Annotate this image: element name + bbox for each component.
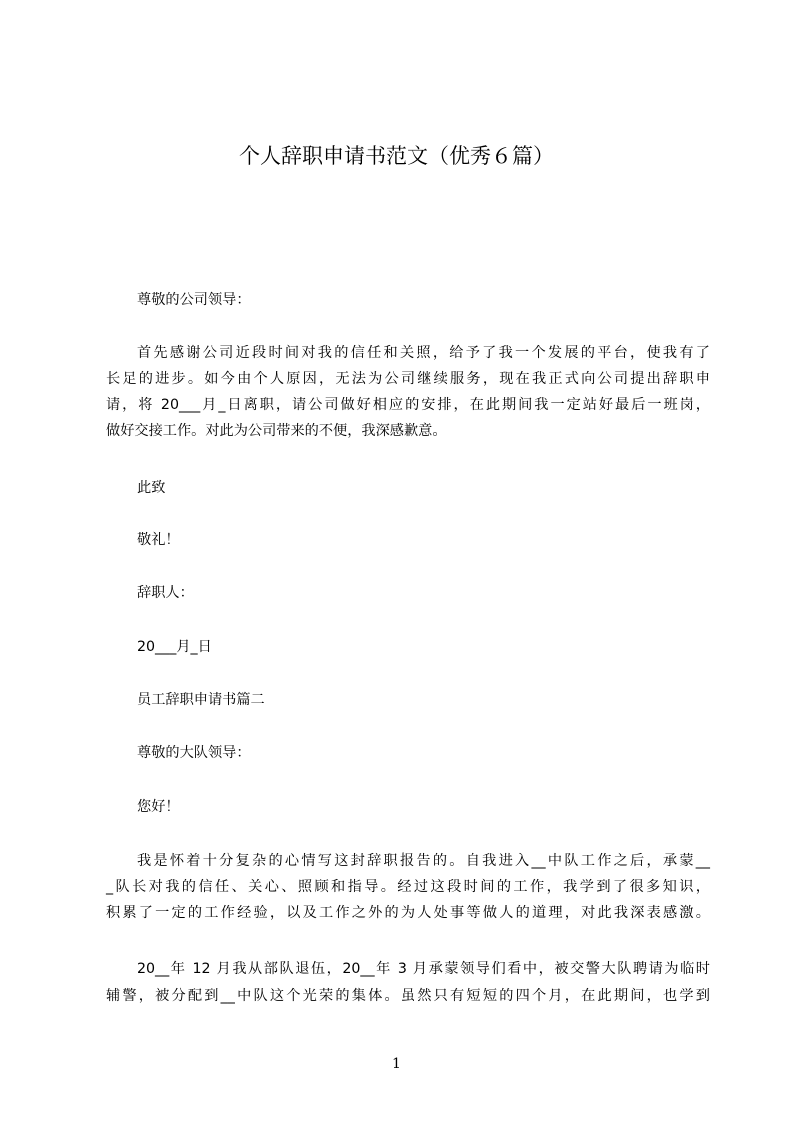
page-number: 1 (392, 1056, 401, 1072)
document-title: 个人辞职申请书范文（优秀６篇） (239, 144, 554, 168)
signer-label: 辞职人： (137, 585, 194, 601)
paragraph-line: 请，将 20___月_日离职，请公司做好相应的安排，在此期间我一定站好最后一班岗， (106, 397, 710, 413)
paragraph-line: 积累了一定的工作经验，以及工作之外的为人处事等做人的道理，对此我深表感激。 (106, 905, 710, 921)
paragraph-line: 长足的进步。如今由个人原因，无法为公司继续服务，现在我正式向公司提出辞职申 (106, 371, 710, 387)
section-heading: 员工辞职申请书篇二 (137, 692, 265, 708)
paragraph-line: 首先感谢公司近段时间对我的信任和关照，给予了我一个发展的平台，使我有了 (137, 345, 710, 361)
salutation: 您好！ (137, 799, 180, 815)
paragraph-line: 我是怀着十分复杂的心情写这封辞职报告的。自我进入__中队工作之后，承蒙__ (137, 853, 710, 869)
greeting-company-leaders: 尊敬的公司领导： (137, 292, 251, 308)
paragraph-line: 做好交接工作。对此为公司带来的不便，我深感歉意。 (106, 423, 447, 439)
paragraph-line: 辅警，被分配到__中队这个光荣的集体。虽然只有短短的四个月，在此期间，也学到 (106, 988, 710, 1004)
closing-salute: 敬礼！ (137, 532, 180, 548)
greeting-brigade-leaders: 尊敬的大队领导： (137, 745, 251, 761)
paragraph-line: 20__年 12 月我从部队退伍，20__年 3 月承蒙领导们看中，被交警大队聘请为临时 (137, 961, 710, 977)
date-line: 20___月_日 (137, 639, 212, 655)
closing-regards: 此致 (137, 480, 166, 496)
paragraph-line: _队长对我的信任、关心、照顾和指导。经过这段时间的工作，我学到了很多知识， (106, 879, 710, 895)
